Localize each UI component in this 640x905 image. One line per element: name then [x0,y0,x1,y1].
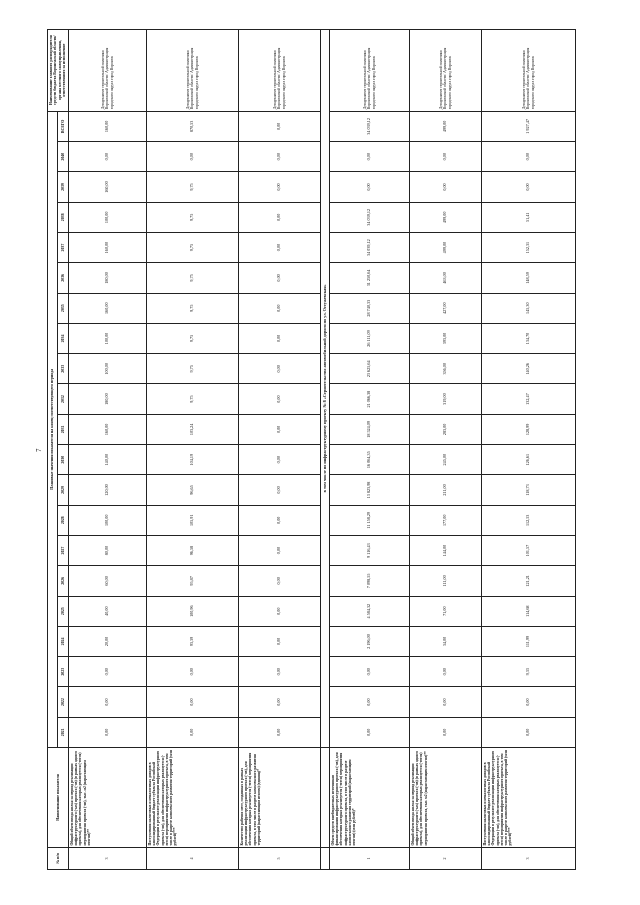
value-cell: 0,00 [409,687,481,717]
col-header-year: 2035 [58,293,68,323]
value-cell: 9,75 [146,172,238,202]
row-number: 5 [238,848,320,870]
value-cell: 26 111,09 [329,323,409,353]
header-row-years [58,29,68,869]
value-cell: 132,47 [481,384,575,414]
col-header-year: 2039 [58,172,68,202]
value-cell: 9,75 [146,263,238,293]
value-cell: 9,75 [146,323,238,353]
value-cell: 0,00 [238,657,320,687]
value-cell: 7 098,55 [329,566,409,596]
responsible-cell: Департамент строительной политики Воронежской области/ Администрация городского округа город Воронеж [481,29,575,111]
value-cell: 0,00 [238,354,320,384]
row-number: 3 [68,848,146,870]
value-cell: 0,00 [238,717,320,747]
value-cell: 0,00 [238,263,320,293]
value-cell: 9,75 [146,202,238,232]
value-cell: 34,00 [409,626,481,656]
responsible-cell: Департамент строительной политики Воронежской области/ Администрация городского округа город Воронеж [329,29,409,111]
value-cell: 0,00 [238,142,320,172]
col-header-year: 2038 [58,202,68,232]
value-cell: 160,00 [68,172,146,202]
row-number: 4 [146,848,238,870]
value-cell: 0,00 [238,505,320,535]
table-row [146,29,238,869]
col-header-year: 2024 [58,626,68,656]
value-cell: 0,00 [238,596,320,626]
value-cell: 0,00 [238,566,320,596]
value-cell: 870,53 [146,111,238,141]
value-cell: 0,00 [409,657,481,687]
value-cell: 0,00 [146,142,238,172]
indicator-name: Количество рабочих мест, созданных в рамках реализации инфраструктурного проекта (-ов), для обеспечения которых реализуется (-ются) мероприятия проекта, в том числе в разрезе комплексного развития территорий (нарастающим итогом) (единиц)* [238,748,320,848]
row-number: 2 [409,848,481,870]
table-body [68,29,575,869]
table-row [329,29,409,869]
value-cell: 9,75 [146,354,238,384]
value-cell: 9,75 [146,232,238,262]
value-cell: 0,00 [481,687,575,717]
value-cell: 13 823,98 [329,475,409,505]
value-cell: 499,00 [409,202,481,232]
col-header-year: 2029 [58,475,68,505]
indicator-name: Общий объем ввода жилья за период реализации инфраструктурного (-ых) проекта (-ов) (в рамках одного проекта), для обеспечения которых реализуется (-ются) мероприятия проекта, тыс. м2 (нарастающим итогом)** [409,748,481,848]
value-cell: 2 196,00 [329,626,409,656]
value-cell: 0,00 [409,717,481,747]
col-header-year: 2040 [58,142,68,172]
row-number: 3 [481,848,575,870]
value-cell: 319,00 [409,384,481,414]
value-cell: 34 039,12 [329,232,409,262]
value-cell: 126,61 [481,445,575,475]
col-header-name: Наименование показателя [48,748,69,848]
value-cell: 499,00 [409,111,481,141]
value-cell: 100,00 [68,354,146,384]
value-cell: 96,58 [146,535,238,565]
value-cell: 100,00 [68,323,146,353]
value-cell: 427,00 [409,293,481,323]
value-cell: 0,00 [238,384,320,414]
value-cell: 0,00 [329,142,409,172]
value-cell: 20,00 [68,626,146,656]
value-cell: 356,00 [409,354,481,384]
table-row [409,29,481,869]
value-cell: 160,00 [68,293,146,323]
table-row [68,29,146,869]
value-cell: 121,21 [481,566,575,596]
col-header-year: 2025 [58,596,68,626]
value-cell: 105,91 [146,505,238,535]
value-cell: 0,00 [238,414,320,444]
value-cell: 16 064,35 [329,445,409,475]
value-cell: 28 740,33 [329,293,409,323]
value-cell: 0,00 [329,717,409,747]
table-row [481,29,575,869]
value-cell: 111,99 [481,626,575,656]
col-header-group: Плановые значения показателя на конец соответствующего периода [48,111,58,747]
value-cell: 128,99 [481,414,575,444]
value-cell: 0,00 [238,687,320,717]
value-cell: 11 158,29 [329,505,409,535]
section-spacer [320,848,329,870]
value-cell: 140,00 [68,445,146,475]
value-cell: 120,00 [68,475,146,505]
value-cell: 1 927,47 [481,111,575,141]
value-cell: 211,00 [409,475,481,505]
table-row [238,29,320,869]
value-cell: 0,00 [481,142,575,172]
value-cell: 9,33 [481,657,575,687]
col-header-year: 2028 [58,505,68,535]
col-header-year: 2036 [58,263,68,293]
indicator-name: Поступления налоговых и неналоговых доходов в консолидированный бюджет субъекта Российской Федерации в результате реализации инфраструктурного проекта (-ов), для обеспечения которых реализуется (-ются) мероприятия инфраструктурного проекта, в том числе в разрезе комплексного развития территорий (млн рублей)*** [146,748,238,848]
value-cell: 160,00 [68,414,146,444]
value-cell: 0,00 [146,717,238,747]
value-cell: 0,00 [329,172,409,202]
rotated-page [33,30,563,870]
value-cell: 145,30 [481,293,575,323]
value-cell: 0,00 [238,535,320,565]
value-cell: 0,00 [238,202,320,232]
value-cell: 177,00 [409,505,481,535]
value-cell: 51,41 [481,202,575,232]
value-cell: 0,00 [238,475,320,505]
indicator-table [47,29,576,870]
value-cell: 0,00 [329,687,409,717]
value-cell: 23 625,64 [329,354,409,384]
section-title: в том числе по инфраструктурному проекту № 8 «Строительство автомобильной дороги по ул. Остужевская» [320,29,329,747]
value-cell: 0,00 [238,111,320,141]
section-row [320,29,329,869]
value-cell: 95,87 [146,566,238,596]
value-cell: 96,65 [146,475,238,505]
col-header-year: 2022 [58,687,68,717]
section-spacer [320,748,329,848]
value-cell: 140,26 [481,354,575,384]
col-header-year: 2021 [58,717,68,747]
value-cell: 0,00 [146,657,238,687]
value-cell: 112,53 [481,505,575,535]
value-cell: 0,00 [481,717,575,747]
value-cell: 34 039,12 [329,111,409,141]
value-cell: 31 250,64 [329,263,409,293]
value-cell: 100,00 [68,202,146,232]
value-cell: 0,00 [238,445,320,475]
indicator-name: Поступления налоговых и неналоговых доходов в консолидированный бюджет субъекта Российской Федерации в результате реализации инфраструктурного проекта (-ов), для обеспечения которых реализуется (-ются) мероприятия инфраструктурного проекта, в том числе в разрезе комплексного развития территорий (млн рублей)*** [481,748,575,848]
value-cell: 40,00 [68,596,146,626]
value-cell: 118,73 [481,475,575,505]
value-cell: 160,00 [68,232,146,262]
value-cell: 60,00 [68,566,146,596]
value-cell: 93,39 [146,626,238,656]
value-cell: 283,00 [409,414,481,444]
col-header-year: 2034 [58,323,68,353]
value-cell: 104,19 [146,445,238,475]
responsible-cell: Департамент строительной политики Воронежской области/ Администрация городского округа город Воронеж [68,29,146,111]
value-cell: 245,00 [409,445,481,475]
value-cell: 0,00 [238,626,320,656]
col-header-no: № п/п [48,848,69,870]
row-number: 1 [329,848,409,870]
value-cell: 9,75 [146,293,238,323]
value-cell: 4 584,32 [329,596,409,626]
value-cell: 160,00 [68,111,146,141]
value-cell: 180,00 [68,384,146,414]
value-cell: 0,00 [68,717,146,747]
value-cell: 0,00 [146,687,238,717]
col-header-year: 2030 [58,445,68,475]
indicator-name: Объем средств внебюджетных источников финансирования инфраструктурного проекта (-ов), для обеспечения которых реализуется (-ются) мероприятия инфраструктурного проекта, в том числе в разрезе комплексного развития территорий (нарастающим итогом) (млн рублей)* [329,748,409,848]
col-header-year: 2027 [58,535,68,565]
value-cell: 499,00 [409,232,481,262]
col-header-year: 2031 [58,414,68,444]
col-header-responsible: Наименование главного распорядителя средств бюджета Воронежской области/органа местного самоуправления, ответственного за исполнение [48,29,69,111]
value-cell: 114,68 [481,596,575,626]
value-cell: 71,00 [409,596,481,626]
value-cell: 463,00 [409,263,481,293]
value-cell: 21 066,38 [329,384,409,414]
col-header-year: ВСЕГО [58,111,68,141]
value-cell: 148,59 [481,263,575,293]
value-cell: 0,00 [329,657,409,687]
value-cell: 0,00 [409,142,481,172]
responsible-cell: Департамент строительной политики Воронежской области/ Администрация городского округа город Воронеж [409,29,481,111]
col-header-year: 2026 [58,566,68,596]
value-cell: 0,00 [68,142,146,172]
value-cell: 100,00 [68,505,146,535]
page-number: 7 [35,448,43,452]
value-cell: 0,00 [238,293,320,323]
value-cell: 0,00 [409,172,481,202]
responsible-cell: Департамент строительной политики Воронежской области/ Администрация городского округа город Воронеж [238,29,320,111]
value-cell: 18 524,09 [329,414,409,444]
value-cell: 0,00 [481,172,575,202]
value-cell: 0,00 [68,687,146,717]
value-cell: 0,00 [68,657,146,687]
value-cell: 34 039,12 [329,202,409,232]
value-cell: 9,75 [146,384,238,414]
value-cell: 180,00 [68,263,146,293]
col-header-year: 2023 [58,657,68,687]
responsible-cell: Департамент строительной политики Воронежской области/ Администрация городского округа город Воронеж [146,29,238,111]
value-cell: 393,00 [409,323,481,353]
value-cell: 101,57 [481,535,575,565]
value-cell: 100,96 [146,596,238,626]
value-cell: 0,00 [238,232,320,262]
value-cell: 0,00 [238,172,320,202]
col-header-year: 2037 [58,232,68,262]
col-header-year: 2033 [58,354,68,384]
value-cell: 134,70 [481,323,575,353]
value-cell: 144,00 [409,535,481,565]
indicator-name: Общий объем ввода жилья за период реализации инфраструктурного (-ых) проекта (-ов) (в рамках одного проекта), для обеспечения которых реализуется (-ются) мероприятия проекта (-ов), тыс. м2 (нарастающим итогом)** [68,748,146,848]
header-row-1 [48,29,58,869]
value-cell: 80,00 [68,535,146,565]
value-cell: 9 116,43 [329,535,409,565]
value-cell: 111,00 [409,566,481,596]
col-header-year: 2032 [58,384,68,414]
value-cell: 103,24 [146,414,238,444]
value-cell: 152,31 [481,232,575,262]
value-cell: 0,00 [238,323,320,353]
